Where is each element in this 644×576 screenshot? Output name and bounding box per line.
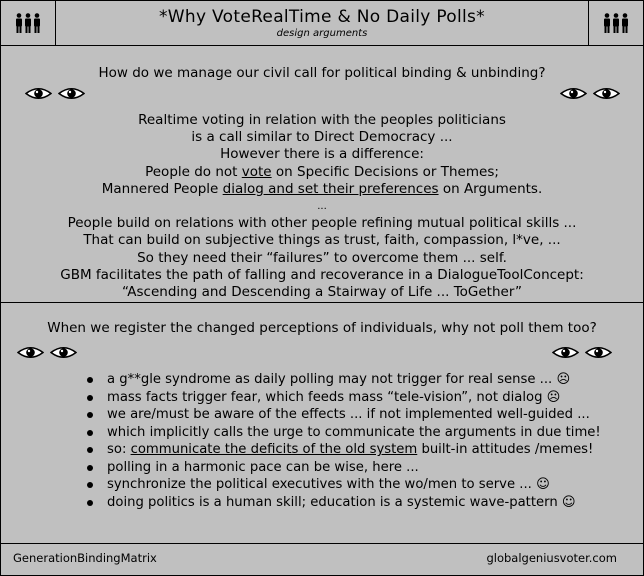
body-line-dialog: Mannered People dialog and set their preferences on Arguments. [101, 180, 543, 197]
list-item: we are/must be aware of the effects ... if not implemented well-guided ... [85, 406, 601, 424]
eye-icon [17, 345, 44, 360]
ellipsis-line: ... [317, 201, 327, 213]
footer-brand: GenerationBindingMatrix [13, 551, 157, 565]
body-line: That can build on subjective things as trust, faith, compassion, l*ve, ... [83, 232, 561, 249]
list-item: a g**gle syndrome as daily polling may not trigger for real sense ... ☹ [85, 371, 601, 389]
eyes-right-1 [560, 86, 620, 101]
section-no-daily-polls [1, 303, 643, 543]
eye-icon [560, 86, 587, 101]
body-line: GBM facilitates the path of falling and recoverance in a DialogueToolConcept: [60, 266, 584, 283]
sad-face-icon: ☹ [546, 389, 561, 405]
people-group-icon [1, 1, 56, 45]
footer [1, 543, 643, 576]
body-line: “Ascending and Descending a Stairway of Life ... ToGether” [122, 284, 522, 301]
list-item: polling in a harmonic pace can be wise, here ... [85, 459, 601, 477]
body-line-vote: People do not vote on Specific Decisions or Themes; [145, 163, 499, 180]
eye-icon [593, 86, 620, 101]
people-group-icon-right [588, 1, 643, 45]
eye-icon [25, 86, 52, 101]
body-line: Realtime voting in relation with the peoples politicians [138, 112, 506, 128]
eye-icon [58, 86, 85, 101]
list-item: which implicitly calls the urge to communicate the arguments in due time! [85, 424, 601, 442]
header [1, 1, 643, 46]
eye-icon [552, 345, 579, 360]
body-line: People build on relations with other people refining mutual political skills ... [67, 215, 577, 232]
smile-face-icon: ☺ [561, 494, 576, 510]
list-item: mass facts trigger fear, which feeds mass “tele-vision”, not dialog ☹ [85, 389, 601, 407]
footer-website-link[interactable]: globalgeniusvoter.com [486, 551, 617, 565]
sad-face-icon: ☹ [556, 372, 571, 387]
section2-question: When we register the changed perceptions of individuals, why not poll them too? [47, 320, 597, 336]
eye-icon [50, 345, 77, 360]
page-subtitle: design arguments [276, 28, 368, 39]
eyes-left-2 [17, 345, 77, 360]
body-line: However there is a difference: [220, 146, 424, 163]
body-line: is a call similar to Direct Democracy ... [191, 129, 453, 146]
eyes-right-2 [552, 345, 612, 360]
section-realtime-voting [1, 46, 643, 303]
smile-face-icon: ☺ [536, 477, 550, 492]
eyes-left-1 [25, 86, 85, 101]
page-title: *Why VoteRealTime & No Daily Polls* [159, 7, 485, 27]
list-item: so: communicate the deficits of the old system built-in attitudes /memes! [85, 441, 601, 459]
section1-body [1, 112, 643, 301]
argument-list [85, 371, 601, 511]
section1-question: How do we manage our civil call for political binding & unbinding? [98, 65, 546, 81]
list-item: synchronize the political executives with the wo/men to serve ... ☺ [85, 476, 601, 494]
eye-icon [585, 345, 612, 360]
body-line: So they need their “failures” to overcome them ... self. [137, 249, 507, 266]
list-item: doing politics is a human skill; education is a systemic wave-pattern ☺ [85, 494, 601, 512]
